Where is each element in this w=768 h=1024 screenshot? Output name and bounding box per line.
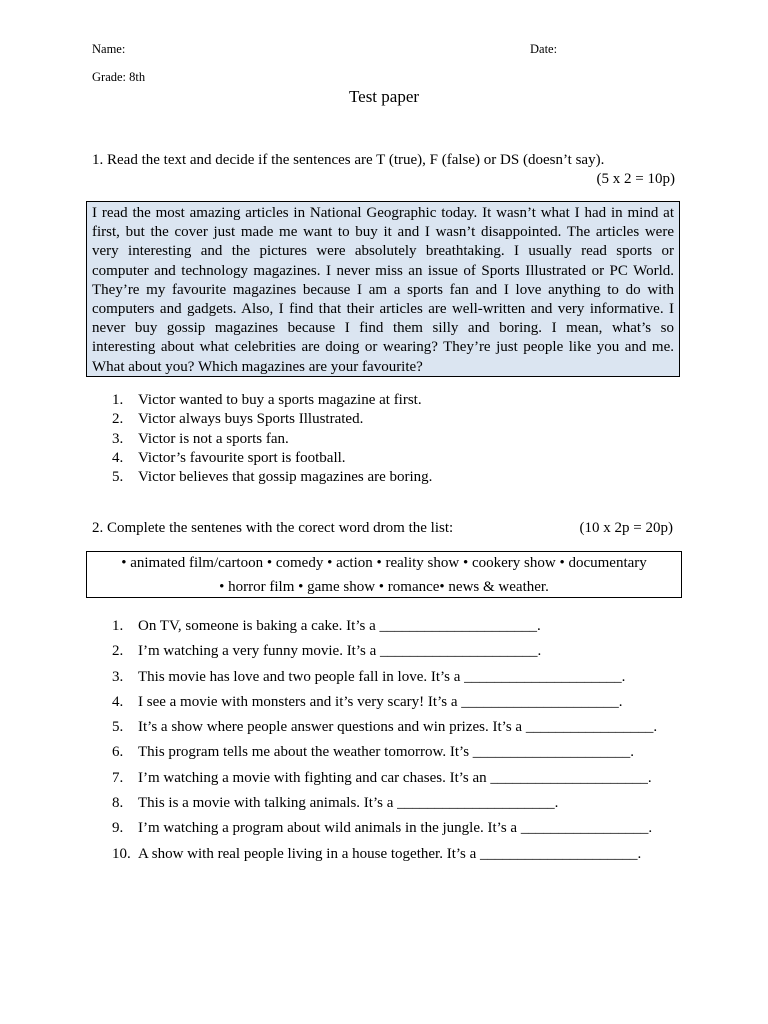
list-item (112, 449, 432, 468)
page-title: Test paper (348, 87, 420, 106)
item-text: Victor is not a sports fan. (138, 430, 289, 447)
item-text: Victor believes that gossip magazines are boring. (138, 469, 433, 486)
list-item (112, 842, 657, 867)
list-item (112, 715, 657, 740)
item-text: Victor always buys Sports Illustrated. (138, 411, 364, 428)
item-text: It’s a show where people answer questions and win prizes. It’s a _________________. (138, 719, 658, 736)
list-item (112, 614, 657, 639)
item-number: 5. (112, 469, 124, 486)
item-number: 2. (112, 411, 124, 428)
item-number: 1. (112, 618, 124, 634)
list-item (112, 410, 432, 429)
item-number: 1. (112, 392, 124, 408)
item-text: This is a movie with talking animals. It’s a _____________________. (138, 795, 559, 812)
item-number: 7. (112, 769, 124, 786)
list-item (112, 430, 432, 449)
item-number: 3. (112, 430, 124, 447)
item-text: I see a movie with monsters and it’s very scary! It’s a _____________________. (138, 693, 623, 710)
list-item (112, 639, 657, 664)
list-item (112, 665, 657, 690)
list-item (112, 791, 657, 816)
item-text: This program tells me about the weather tomorrow. It’s _____________________. (138, 744, 635, 761)
passage-line: first, but the cover just made me want to buy it and I wasn’t disappointed. The articles were (92, 224, 674, 241)
passage-line: They’re my favourite magazines because I am a sports fan and I love anything to do with (92, 281, 674, 298)
list-item (112, 766, 657, 791)
item-number: 2. (112, 643, 124, 660)
true-false-statements (112, 391, 432, 487)
reading-passage (86, 201, 680, 377)
item-number: 3. (112, 668, 124, 685)
list-item (112, 740, 657, 765)
item-text: Victor’s favourite sport is football. (138, 449, 346, 466)
item-number: 4. (112, 693, 124, 710)
fill-in-sentences (112, 614, 657, 867)
item-text: A show with real people living in a house together. It’s a _____________________. (138, 845, 642, 862)
list-item (112, 816, 657, 841)
grade-label: Grade: 8th (92, 70, 146, 84)
item-text: I’m watching a program about wild animals in the jungle. It’s a _________________. (138, 820, 653, 837)
exercise1-instruction: 1. Read the text and decide if the sentences are T (true), F (false) or DS (doesn’t say). (92, 152, 605, 168)
exercise2-instruction: 2. Complete the sentenes with the corect word drom the list: (92, 520, 454, 536)
item-number: 8. (112, 795, 124, 812)
list-item (112, 391, 432, 410)
item-number: 10. (112, 845, 131, 862)
item-text: I’m watching a very funny movie. It’s a _____________________. (138, 643, 542, 660)
item-number: 6. (112, 744, 124, 761)
passage-line: computers and gadgets. Also, I find that their articles are well-written and very informative. I (92, 301, 674, 318)
item-number: 4. (112, 449, 124, 466)
passage-line: never buy gossip magazines because I find them silly and boring. I mean, what’s so (92, 320, 674, 337)
item-number: 5. (112, 719, 124, 736)
word-list-line: • animated film/cartoon • comedy • action • reality show • cookery show • documentary (121, 555, 647, 571)
passage-line: I read the most amazing articles in National Geographic today. It wasn’t what I had in mind at (92, 205, 674, 221)
date-label: Date: (530, 42, 558, 56)
item-text: On TV, someone is baking a cake. It’s a _____________________. (138, 618, 541, 634)
exercise2-points: (10 x 2p = 20p) (579, 520, 673, 536)
item-text: This movie has love and two people fall in love. It’s a _____________________. (138, 668, 626, 685)
passage-line: interesting about what celebrities are doing or wearing? They’re just people like you and me. (92, 339, 674, 356)
name-label: Name: (92, 42, 126, 56)
passage-line: What about you? Which magazines are your favourite? (92, 358, 423, 375)
item-number: 9. (112, 820, 124, 837)
item-text: Victor wanted to buy a sports magazine at first. (138, 392, 422, 408)
word-list-box (86, 551, 682, 598)
item-text: I’m watching a movie with fighting and car chases. It’s an _____________________. (138, 769, 652, 786)
list-item (112, 468, 432, 487)
list-item (112, 690, 657, 715)
word-list-line: • horror film • game show • romance• news & weather. (219, 579, 549, 595)
passage-line: very interesting and the pictures were absolutely breathtaking. I usually read sports or (92, 243, 674, 260)
exercise1-points: (5 x 2 = 10p) (596, 171, 675, 187)
passage-line: computer and technology magazines. I never miss an issue of Sports Illustrated or PC World. (92, 262, 674, 279)
